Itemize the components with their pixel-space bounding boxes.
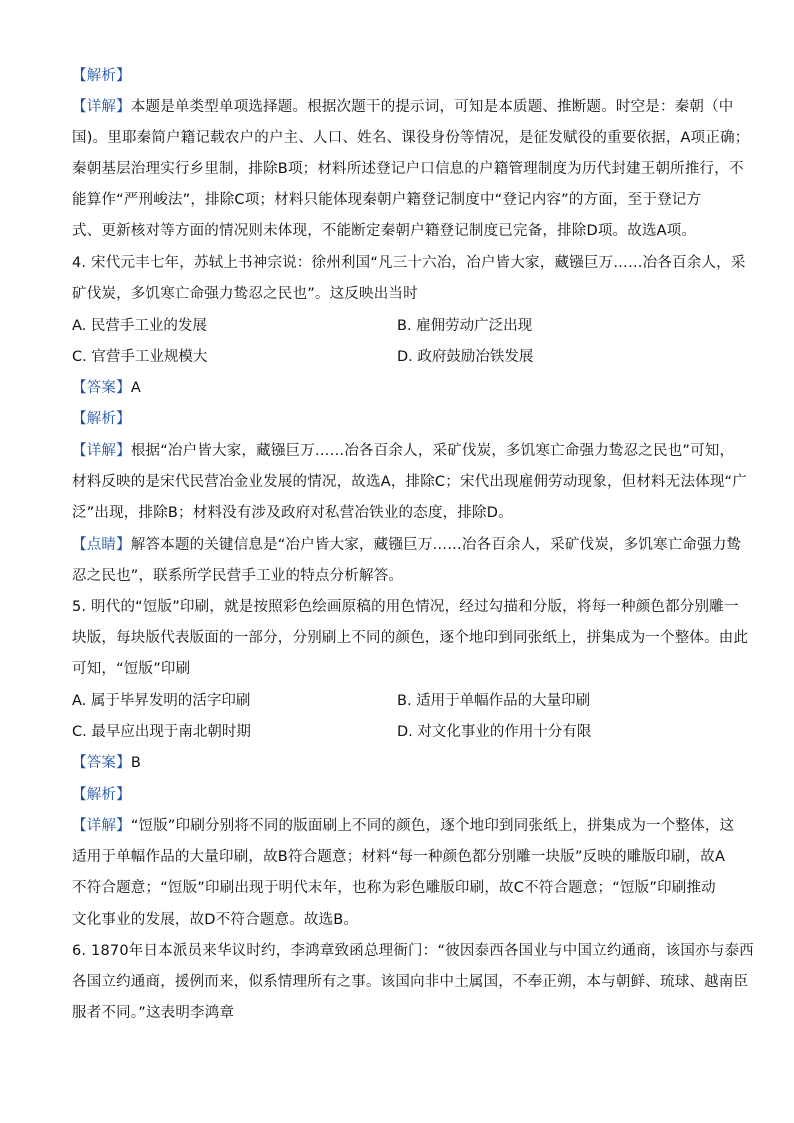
q4-tip-line: 【点睛】解答本题的关键信息是“冶户皆大家，藏镪巨万……冶各百余人，采矿伐炭，多饥寒亡命强力鸷 — [72, 537, 742, 553]
detail-line: 能算作“严刑峻法”，排除C项；材料只能体现秦朝户籍登记制度中“登记内容”的方面，至于登记方 — [72, 192, 702, 208]
question-6-stem: 6. 1870年日本派员来华议时约，李鸿章致函总理衙门：“彼因泰西各国业与中国立约通商，该国亦与泰西 — [72, 943, 754, 959]
q4-option-a: A. 民营手工业的发展 — [72, 318, 207, 334]
q5-option-b: B. 适用于单幅作品的大量印刷 — [397, 693, 591, 709]
q5-detail-line: 适用于单幅作品的大量印刷，故B符合题意；材料“每一种颜色都分别雕一块版”反映的雕版印刷，故A — [72, 849, 726, 865]
q5-detail-line: 不符合题意；“饾版”印刷出现于明代末年，也称为彩色雕版印刷，故C不符合题意；“饾版”印刷推动 — [72, 880, 716, 896]
q5-detail-line: 【详解】“饾版”印刷分别将不同的版面刷上不同的颜色，逐个地印到同张纸上，拼集成为一个整体，这 — [72, 818, 735, 834]
q5-option-c: C. 最早应出现于南北朝时期 — [72, 724, 251, 740]
q5-answer: 【答案】B — [72, 755, 141, 771]
detail-line: 式、更新核对等方面的情况则未体现，不能断定秦朝户籍登记制度已完备，排除D项。故选A项。 — [72, 223, 697, 239]
question-5-stem: 可知，“饾版”印刷 — [72, 661, 191, 677]
q5-analysis-heading: 【解析】 — [72, 787, 131, 803]
q4-option-c: C. 官营手工业规模大 — [72, 349, 208, 365]
q4-option-d: D. 政府鼓励冶铁发展 — [397, 349, 534, 365]
question-5-stem: 5. 明代的“饾版”印刷，就是按照彩色绘画原稿的用色情况，经过勾描和分版，将每一种颜色都分别雕一 — [72, 599, 739, 615]
q5-detail-line: 文化事业的发展，故D不符合题意。故选B。 — [72, 912, 359, 928]
q4-detail-line: 泛”出现，排除B；材料没有涉及政府对私营冶铁业的态度，排除D。 — [72, 505, 513, 521]
q5-option-a: A. 属于毕昇发明的活字印刷 — [72, 693, 251, 709]
analysis-heading: 【解析】 — [72, 68, 131, 84]
question-6-stem: 服者不同。”这表明李鸿章 — [72, 1005, 235, 1021]
q4-detail-line: 【详解】根据“冶户皆大家，藏镪巨万……冶各百余人，采矿伐炭，多饥寒亡命强力鸷忍之民也”可知， — [72, 443, 735, 459]
q5-option-d: D. 对文化事业的作用十分有限 — [397, 724, 592, 740]
detail-line: 秦朝基层治理实行乡里制，排除B项；材料所述登记户口信息的户籍管理制度为历代封建王朝所推行，不 — [72, 161, 744, 177]
q4-answer: 【答案】A — [72, 380, 141, 396]
detail-tag: 【详解】 — [72, 99, 131, 115]
q4-analysis-heading: 【解析】 — [72, 411, 131, 427]
question-4-stem: 矿伐炭，多饥寒亡命强力鸷忍之民也”。这反映出当时 — [72, 286, 418, 302]
detail-line: 【详解】本题是单类型单项选择题。根据次题干的提示词，可知是本质题、推断题。时空是：秦朝（中 — [72, 99, 734, 115]
detail-line: 国)。里耶秦简户籍记载农户的户主、人口、姓名、课役身份等情况，是征发赋役的重要依据，A项正确； — [72, 130, 750, 146]
question-5-stem: 块版，每块版代表版面的一部分，分别刷上不同的颜色，逐个地印到同张纸上，拼集成为一个整体。由此 — [72, 630, 749, 646]
q4-option-b: B. 雇佣劳动广泛出现 — [397, 318, 533, 334]
question-6-stem: 各国立约通商，援例而来，似系情理所有之事。该国向非中土属国，不奉正朔，本与朝鲜、琉球、越南臣 — [72, 974, 749, 990]
question-4-stem: 4. 宋代元丰七年，苏轼上书神宗说：徐州利国“凡三十六冶，冶户皆大家，藏镪巨万……冶各百余人，采 — [72, 255, 746, 271]
q4-detail-line: 材料反映的是宋代民营冶金业发展的情况，故选A，排除C；宋代出现雇佣劳动现象，但材料无法体现“广 — [72, 474, 747, 490]
q4-tip-line: 忍之民也”，联系所学民营手工业的特点分析解答。 — [72, 568, 404, 584]
